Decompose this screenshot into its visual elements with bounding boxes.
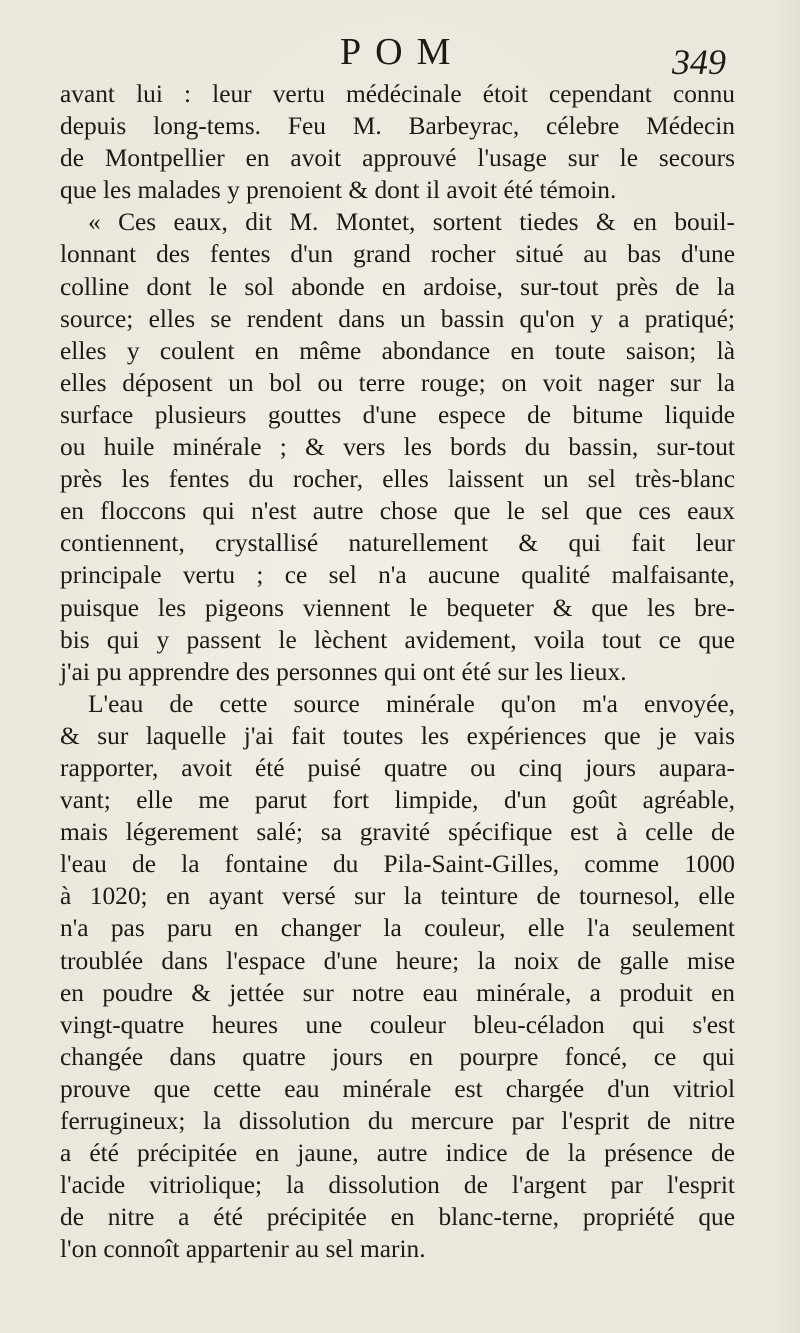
text-line: vingt-quatre heures une couleur bleu-céladon qui s'est: [60, 1010, 735, 1039]
text-line: & sur laquelle j'ai fait toutes les expériences que je vais: [60, 721, 735, 750]
text-line: principale vertu ; ce sel n'a aucune qualité malfaisante,: [60, 561, 735, 590]
text-line: en poudre & jettée sur notre eau minérale, a produit en: [60, 978, 735, 1007]
text-line: L'eau de cette source minérale qu'on m'a envoyée,: [88, 689, 735, 718]
text-line: mais légerement salé; sa gravité spécifique est à celle de: [60, 818, 735, 847]
text-line: depuis long-tems. Feu M. Barbeyrac, célebre Médecin: [60, 112, 735, 141]
text-line: puisque les pigeons viennent le bequeter & que les bre-: [60, 593, 735, 622]
text-line: près les fentes du rocher, elles laissent un sel très-blanc: [60, 465, 735, 494]
text-line: n'a pas paru en changer la couleur, elle l'a seulement: [60, 914, 735, 943]
paragraph-3: [60, 688, 735, 1266]
text-line: lonnant des fentes d'un grand rocher situé au bas d'une: [60, 240, 735, 269]
text-line: troublée dans l'espace d'une heure; la noix de galle mise: [60, 946, 735, 975]
paragraph-1: [60, 78, 735, 206]
text-line: l'acide vitriolique; la dissolution de l'argent par l'esprit: [60, 1171, 735, 1200]
paragraph-2: [60, 206, 735, 687]
text-line: elles y coulent en même abondance en toute saison; là: [60, 336, 735, 365]
page-edge-shadow: [776, 0, 800, 1333]
page-body: [60, 78, 735, 1265]
text-line: prouve que cette eau minérale est chargée d'un vitriol: [60, 1074, 735, 1103]
text-line: j'ai pu apprendre des personnes qui ont été sur les lieux.: [60, 657, 627, 686]
text-line: de nitre a été précipitée en blanc-terne, propriété que: [60, 1203, 735, 1232]
text-line: elles déposent un bol ou terre rouge; on voit nager sur la: [60, 368, 735, 397]
text-line: à 1020; en ayant versé sur la teinture de tournesol, elle: [60, 882, 735, 911]
page-header: [0, 30, 800, 80]
text-line: de Montpellier en avoit approuvé l'usage sur le secours: [60, 144, 735, 173]
text-line: ou huile minérale ; & vers les bords du bassin, sur-tout: [60, 433, 735, 462]
text-line: que les malades y prenoient & dont il avoit été témoin.: [60, 176, 617, 205]
text-line: source; elles se rendent dans un bassin qu'on y a pratiqué;: [60, 304, 735, 333]
text-line: bis qui y passent le lèchent avidement, voila tout ce que: [60, 625, 735, 654]
text-line: en floccons qui n'est autre chose que le sel que ces eaux: [60, 497, 735, 526]
text-line: vant; elle me parut fort limpide, d'un goût agréable,: [60, 786, 735, 815]
text-line: contiennent, crystallisé naturellement & qui fait leur: [60, 529, 735, 558]
text-line: ferrugineux; la dissolution du mercure par l'esprit de nitre: [60, 1107, 735, 1135]
text-line: avant lui : leur vertu médécinale étoit cependant connu: [60, 80, 735, 108]
page-number: 349: [672, 42, 726, 82]
text-line: a été précipitée en jaune, autre indice de la présence de: [60, 1139, 735, 1168]
text-line: changée dans quatre jours en pourpre foncé, ce qui: [60, 1042, 735, 1071]
text-line: l'eau de la fontaine du Pila-Saint-Gilles, comme 1000: [60, 850, 735, 879]
text-line: « Ces eaux, dit M. Montet, sortent tiedes & en bouil-: [88, 208, 735, 237]
text-line: l'on connoît appartenir au sel marin.: [60, 1235, 426, 1264]
running-head: POM: [340, 31, 465, 73]
text-line: rapporter, avoit été puisé quatre ou cinq jours aupara-: [60, 753, 735, 782]
text-line: surface plusieurs gouttes d'une espece de bitume liquide: [60, 400, 735, 429]
text-line: colline dont le sol abonde en ardoise, sur-tout près de la: [60, 272, 735, 301]
